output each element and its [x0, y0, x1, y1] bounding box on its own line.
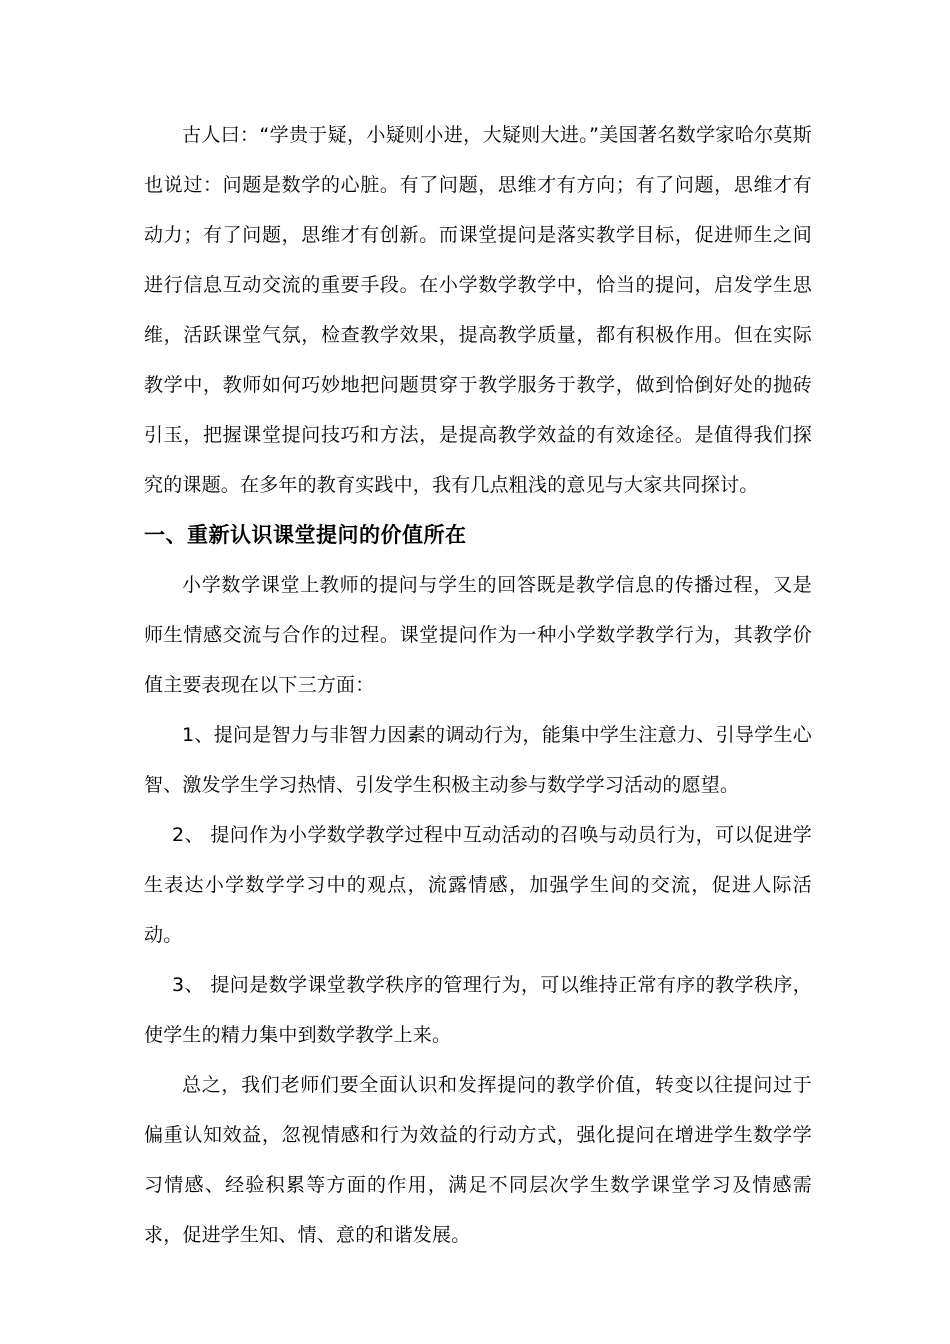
list-item-1: 1、提问是智力与非智力因素的调动行为，能集中学生注意力、引导学生心智、激发学生学习热情、引发学生积极主动参与数学学习活动的愿望。 — [144, 724, 812, 796]
list-item-2: 2、 提问作为小学数学教学过程中互动活动的召唤与动员行为，可以促进学生表达小学数学学习中的观点，流露情感，加强学生间的交流，促进人际活动。 — [144, 824, 812, 946]
summary-paragraph: 总之，我们老师们要全面认识和发挥提问的教学价值，转变以往提问过于偏重认知效益，忽视情感和行为效益的行动方式，强化提问在增进学生数学学习情感、经验积累等方面的作用，满足不同层次学生数学课堂学习及情感需求，促进学生知、情、意的和谐发展。 — [144, 1074, 812, 1246]
intro-paragraph: 古人曰：“学贵于疑，小疑则小进，大疑则大进。”美国著名数学家哈尔莫斯也说过：问题是数学的心脏。有了问题，思维才有方向；有了问题，思维才有动力；有了问题，思维才有创新。而课堂提问是落实教学目标，促进师生之间进行信息互动交流的重要手段。在小学数学教学中，恰当的提问，启发学生思维，活跃课堂气氛，检查教学效果，提高教学质量，都有积极作用。但在实际教学中，教师如何巧妙地把问题贯穿于教学服务于教学，做到恰倒好处的抛砖引玉，把握课堂提问技巧和方法，是提高教学效益的有效途径。是值得我们探究的课题。在多年的教育实践中，我有几点粗浅的意见与大家共同探讨。 — [144, 124, 812, 496]
section-heading: 一、重新认识课堂提问的价值所在 — [144, 523, 467, 547]
section-lead-paragraph: 小学数学课堂上教师的提问与学生的回答既是教学信息的传播过程，又是师生情感交流与合作的过程。课堂提问作为一种小学数学教学行为，其教学价值主要表现在以下三方面： — [144, 574, 812, 696]
list-item-3: 3、 提问是数学课堂教学秩序的管理行为，可以维持正常有序的教学秩序，使学生的精力集中到数学教学上来。 — [144, 974, 812, 1046]
document-page — [144, 110, 812, 1260]
